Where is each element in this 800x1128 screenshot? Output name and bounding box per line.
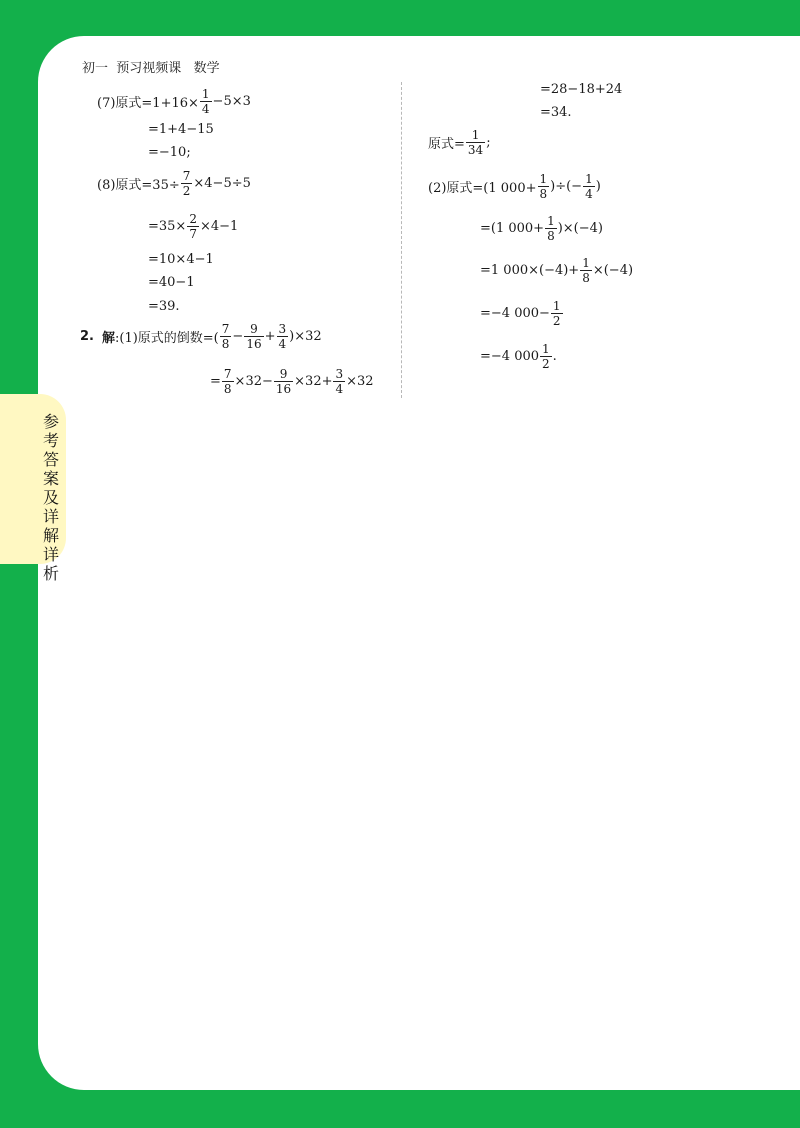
p8-line-1: (8)原式=35÷ $\frac{7}{2}$ ×4−5÷5 (97, 169, 251, 198)
fraction: $\frac{7}{8}$ (221, 322, 230, 351)
fraction: $\frac{2}{7}$ (189, 212, 197, 241)
r-line-3: 原式= $\frac{1}{34}$ ; (428, 128, 491, 157)
fraction: $\frac{1}{34}$ (467, 128, 484, 157)
fraction: $\frac{9}{16}$ (246, 322, 262, 351)
p7-line-2: =1+4−15 (148, 122, 214, 137)
r-line-2: =34. (540, 105, 572, 120)
fraction: $\frac{1}{8}$ (582, 256, 590, 285)
p8-line-5: =39. (148, 299, 180, 314)
fraction: $\frac{1}{4}$ (585, 172, 593, 201)
p7-line-1: (7)原式=1+16× $\frac{1}{4}$ −5×3 (97, 87, 251, 116)
fraction: $\frac{1}{8}$ (539, 172, 548, 201)
fraction: $\frac{3}{4}$ (335, 367, 344, 396)
r-line-6: =1 000×(−4)+ $\frac{1}{8}$ ×(−4) (480, 256, 634, 285)
fraction: $\frac{7}{2}$ (182, 169, 191, 198)
q2-line-2: = $\frac{7}{8}$ ×32− $\frac{9}{16}$ ×32+ $\frac{3}{4}$ ×32 (210, 367, 374, 396)
fraction: $\frac{1}{4}$ (201, 87, 210, 116)
fraction: $\frac{1}{2}$ (542, 342, 550, 371)
p8-line-4: =40−1 (148, 275, 195, 290)
r-line-7: =−4 000− $\frac{1}{2}$ (480, 299, 561, 328)
page-header: 初一 预习视频课 数学 (82, 61, 220, 76)
fraction: $\frac{7}{8}$ (223, 367, 232, 396)
fraction: $\frac{1}{2}$ (552, 299, 561, 328)
p8-line-2: =35× $\frac{2}{7}$ ×4−1 (148, 212, 239, 241)
q2-line-1: 2. 解 :(1)原式的倒数=( $\frac{7}{8}$ − $\frac{9}{16}$ + $\frac{3}{4}$ )×32 (80, 322, 322, 351)
fraction: $\frac{1}{8}$ (547, 214, 555, 243)
p8-line-3: =10×4−1 (148, 252, 214, 267)
r-line-8: =−4 000 $\frac{1}{2}$ . (480, 342, 557, 371)
fraction: $\frac{9}{16}$ (275, 367, 292, 396)
column-divider (401, 82, 402, 398)
side-tab-label: 参考答案及详解详析 (42, 412, 59, 583)
r-line-4: (2)原式=(1 000+ $\frac{1}{8}$ )÷(− $\frac{1}{4}$ ) (428, 172, 601, 201)
r-line-1: =28−18+24 (540, 82, 623, 97)
p7-line-3: =−10; (148, 145, 191, 160)
r-line-5: =(1 000+ $\frac{1}{8}$ )×(−4) (480, 214, 603, 243)
fraction: $\frac{3}{4}$ (278, 322, 287, 351)
